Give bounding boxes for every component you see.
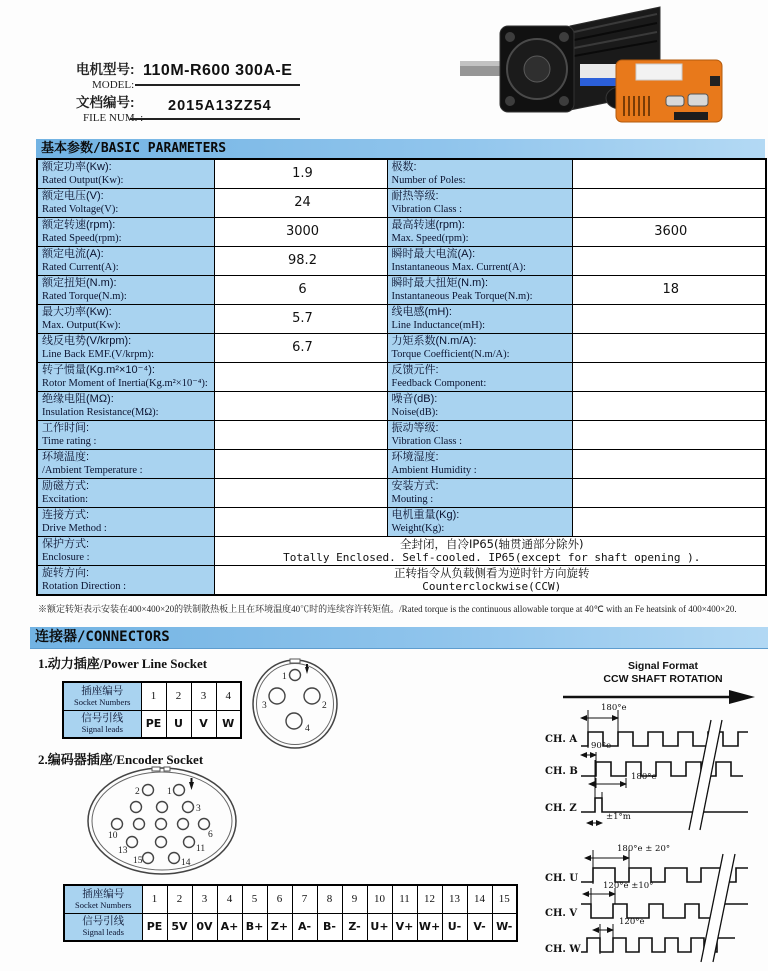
param-value	[214, 449, 387, 478]
power-socket-diagram	[250, 658, 340, 750]
param-label: 额定功率(Kw): Rated Output(Kw):	[37, 159, 214, 188]
waveform-ch-b	[581, 762, 743, 776]
dimension-annotation: 120°e ±10°	[603, 881, 654, 891]
socket-pin	[131, 802, 142, 813]
waveform-ch-z	[581, 798, 748, 812]
socket-number-cell: 12	[417, 885, 442, 913]
signal-waveforms	[543, 660, 768, 965]
channel-label: CH. U	[545, 873, 579, 884]
signal-lead-cell: W	[216, 710, 241, 738]
table-row	[37, 275, 766, 304]
pin-number-label: 3	[262, 701, 267, 711]
dimension-annotation: 120°e	[619, 917, 645, 927]
waveform-break	[701, 854, 735, 962]
signal-lead-cell: U+	[367, 913, 392, 941]
table-row	[37, 188, 766, 217]
socket-number-cell: 2	[166, 682, 191, 710]
table-row	[63, 710, 241, 738]
param-label: 安装方式: Mouting :	[387, 478, 572, 507]
param-value	[572, 420, 766, 449]
socket-pin	[143, 785, 154, 796]
channel-label: CH. V	[545, 908, 578, 919]
pin-number-label: 1	[282, 672, 287, 682]
param-label: 绝缘电阻(MΩ): Insulation Resistance(MΩ):	[37, 391, 214, 420]
channel-label: CH. W	[545, 944, 581, 955]
socket-pin	[304, 688, 320, 704]
driver-terminal	[674, 112, 708, 120]
param-label: 旋转方向: Rotation Direction :	[37, 565, 214, 595]
param-value	[572, 391, 766, 420]
table-row	[37, 536, 766, 565]
socket-pin	[174, 785, 185, 796]
socket-pin	[169, 853, 180, 864]
model-value: 110M-R600 300A-E	[143, 62, 293, 79]
param-value: 6	[214, 275, 387, 304]
pin-number-label: 2	[135, 787, 140, 797]
socket-number-cell: 10	[367, 885, 392, 913]
param-value: 6.7	[214, 333, 387, 362]
param-value	[572, 333, 766, 362]
file-underline	[130, 118, 300, 120]
driver-rj-port	[710, 76, 720, 86]
pin-number-label: 13	[118, 846, 128, 856]
socket-pin	[269, 688, 285, 704]
signal-lead-cell: A+	[217, 913, 242, 941]
power-socket-table	[62, 681, 242, 739]
param-value	[572, 478, 766, 507]
socket-number-cell: 9	[342, 885, 367, 913]
model-underline	[135, 84, 300, 86]
socket-number-cell: 6	[267, 885, 292, 913]
signal-lead-cell: 5V	[167, 913, 192, 941]
socket-pin	[178, 819, 189, 830]
key-mark-icon	[189, 778, 194, 790]
signal-lead-cell: V	[191, 710, 216, 738]
socket-pin	[286, 713, 302, 729]
signal-lead-cell: U	[166, 710, 191, 738]
signal-lead-cell: B+	[242, 913, 267, 941]
param-value: 全封闭，自冷IP65(轴贯通部分除外) Totally Enclosed. Self-cooled. IP65(except for shaft opening ).	[214, 536, 766, 565]
model-label-cn: 电机型号:	[76, 62, 135, 77]
param-label: 振动等级: Vibration Class :	[387, 420, 572, 449]
socket-number-cell: 1	[141, 682, 166, 710]
param-value: 98.2	[214, 246, 387, 275]
socket-number-cell: 8	[317, 885, 342, 913]
signal-lead-cell: V+	[392, 913, 417, 941]
table-row	[37, 304, 766, 333]
param-label: 耐热等级: Vibration Class :	[387, 188, 572, 217]
table-row	[64, 885, 517, 913]
channel-label: CH. B	[545, 766, 578, 777]
signal-format-diagram	[543, 660, 768, 965]
channel-label: CH. A	[545, 734, 578, 745]
pin-number-label: 15	[133, 856, 143, 866]
socket-number-cell: 7	[292, 885, 317, 913]
signal-title-line1: Signal Format	[627, 660, 698, 672]
socket-pin	[112, 819, 123, 830]
socket-notch	[152, 767, 160, 771]
socket-pin	[156, 837, 167, 848]
table-row	[37, 246, 766, 275]
file-label-en: FILE NUM. :	[83, 112, 144, 124]
param-label: 工作时间: Time rating :	[37, 420, 214, 449]
pin-number-label: 1	[167, 787, 172, 797]
param-label: 极数: Number of Poles:	[387, 159, 572, 188]
rated-torque-note: ※额定转矩表示安装在400×400×20的铁制散热板上且在环境温度40℃时的连续容许转矩值。/Rated torque is the continuous allowable torque at 40℃ with an Fe heatsink of 400×400×20.	[38, 604, 737, 614]
param-value	[572, 362, 766, 391]
param-value	[572, 449, 766, 478]
signal-lead-cell: U-	[442, 913, 467, 941]
param-label: 额定电压(V): Rated Voltage(V):	[37, 188, 214, 217]
pin-number-label: 2	[322, 701, 327, 711]
motor-hub	[524, 56, 550, 82]
signal-lead-cell: Z-	[342, 913, 367, 941]
pin-number-label: 10	[108, 831, 118, 841]
param-label: 线电感(mH): Line Inductance(mH):	[387, 304, 572, 333]
param-label: 最大功率(Kw): Max. Output(Kw):	[37, 304, 214, 333]
section-title-connectors: 连接器/CONNECTORS	[30, 627, 768, 649]
dimension-annotation: 180°e	[631, 772, 657, 782]
signal-lead-cell: PE	[141, 710, 166, 738]
param-label: 额定电流(A): Rated Current(A):	[37, 246, 214, 275]
socket-pin	[184, 837, 195, 848]
socket-number-cell: 5	[242, 885, 267, 913]
waveform-break	[689, 720, 722, 830]
table-row	[37, 333, 766, 362]
socket-number-cell: 4	[217, 885, 242, 913]
param-value	[214, 420, 387, 449]
socket-number-cell: 14	[467, 885, 492, 913]
param-label: 额定扭矩(N.m): Rated Torque(N.m):	[37, 275, 214, 304]
param-value	[572, 188, 766, 217]
param-value: 18	[572, 275, 766, 304]
servo-driver-image	[614, 56, 724, 126]
param-label: 额定转速(rpm): Rated Speed(rpm):	[37, 217, 214, 246]
param-label: 电机重量(Kg): Weight(Kg):	[387, 507, 572, 536]
section-title-basic-parameters: 基本参数/BASIC PARAMETERS	[36, 139, 765, 159]
param-label: 励磁方式: Excitation:	[37, 478, 214, 507]
socket-pin	[183, 802, 194, 813]
socket-number-cell: 3	[192, 885, 217, 913]
encoder-socket-table	[63, 884, 518, 942]
param-value: 3000	[214, 217, 387, 246]
driver-dsub-port	[688, 94, 708, 106]
table-row	[37, 507, 766, 536]
signal-title-line2: CCW SHAFT ROTATION	[603, 673, 723, 685]
socket-number-cell: 13	[442, 885, 467, 913]
signal-lead-cell: W+	[417, 913, 442, 941]
param-value	[572, 507, 766, 536]
signal-leads-header: 信号引线 Signal leads	[63, 710, 141, 738]
pin-number-label: 11	[196, 844, 206, 854]
socket-numbers-header: 插座编号 Socket Numbers	[64, 885, 142, 913]
pin-number-label: 4	[305, 724, 310, 734]
param-value: 3600	[572, 217, 766, 246]
param-value: 正转指令从负载侧看为逆时针方向旋转 Counterclockwise(CCW)	[214, 565, 766, 595]
signal-lead-cell: A-	[292, 913, 317, 941]
power-socket-title: 1.动力插座/Power Line Socket	[38, 656, 208, 671]
socket-number-cell: 3	[191, 682, 216, 710]
param-value	[572, 159, 766, 188]
param-value	[214, 507, 387, 536]
table-row	[37, 391, 766, 420]
signal-lead-cell: 0V	[192, 913, 217, 941]
param-value	[572, 304, 766, 333]
table-row	[37, 159, 766, 188]
socket-number-cell: 15	[492, 885, 517, 913]
socket-number-cell: 2	[167, 885, 192, 913]
param-value	[214, 362, 387, 391]
param-label: 反馈元件: Feedback Component:	[387, 362, 572, 391]
param-label: 瞬时最大扭矩(N.m): Instantaneous Peak Torque(N.m):	[387, 275, 572, 304]
model-label-en: MODEL:	[92, 79, 135, 91]
signal-lead-cell: B-	[317, 913, 342, 941]
basic-parameters-table	[36, 158, 767, 596]
encoder-socket-title: 2.编码器插座/Encoder Socket	[38, 752, 204, 767]
dimension-annotation: 180°e	[601, 703, 627, 713]
pin-number-label: 3	[196, 804, 201, 814]
param-label: 力矩系数(N.m/A): Torque Coefficient(N.m/A):	[387, 333, 572, 362]
socket-notch	[290, 659, 300, 663]
table-row	[37, 362, 766, 391]
param-label: 最高转速(rpm): Max. Speed(rpm):	[387, 217, 572, 246]
param-value	[214, 478, 387, 507]
socket-pin	[156, 819, 167, 830]
dimension-annotation: ±1°m	[606, 812, 631, 822]
pin-number-label: 6	[208, 830, 213, 840]
socket-pin	[157, 802, 168, 813]
socket-pin	[143, 853, 154, 864]
param-label: 环境温度: /Ambient Temperature :	[37, 449, 214, 478]
param-label: 线反电势(V/krpm): Line Back EMF.(V/krpm):	[37, 333, 214, 362]
socket-pin	[134, 819, 145, 830]
table-row	[37, 449, 766, 478]
signal-leads-header: 信号引线 Signal leads	[64, 913, 142, 941]
socket-notch	[164, 767, 170, 771]
param-value: 24	[214, 188, 387, 217]
param-label: 转子惯量(Kg.m²×10⁻⁴): Rotor Moment of Inertia(Kg.m²×10⁻⁴):	[37, 362, 214, 391]
encoder-socket-diagram	[84, 766, 240, 876]
param-value	[214, 391, 387, 420]
dimension-annotation: 90°e	[591, 741, 612, 751]
signal-lead-cell: W-	[492, 913, 517, 941]
socket-pin	[290, 670, 301, 681]
socket-number-cell: 4	[216, 682, 241, 710]
table-row	[63, 682, 241, 710]
param-label: 保护方式: Enclosure :	[37, 536, 214, 565]
param-value: 1.9	[214, 159, 387, 188]
table-row	[37, 217, 766, 246]
socket-number-cell: 11	[392, 885, 417, 913]
table-row	[37, 478, 766, 507]
file-value: 2015A13ZZ54	[168, 98, 272, 114]
pin-number-label: 14	[181, 858, 191, 868]
driver-label	[636, 64, 682, 80]
table-row	[37, 565, 766, 595]
param-value: 5.7	[214, 304, 387, 333]
dimension-annotation: 180°e ± 20°	[617, 844, 671, 854]
file-label-cn: 文档编号:	[76, 95, 135, 110]
signal-lead-cell: V-	[467, 913, 492, 941]
table-row	[37, 420, 766, 449]
socket-numbers-header: 插座编号 Socket Numbers	[63, 682, 141, 710]
param-label: 噪音(dB): Noise(dB):	[387, 391, 572, 420]
table-row	[64, 913, 517, 941]
socket-pin	[199, 819, 210, 830]
param-label: 瞬时最大电流(A): Instantaneous Max. Current(A):	[387, 246, 572, 275]
socket-number-cell: 1	[142, 885, 167, 913]
socket-pin	[127, 837, 138, 848]
signal-lead-cell: PE	[142, 913, 167, 941]
param-value	[572, 246, 766, 275]
param-label: 连接方式: Drive Method :	[37, 507, 214, 536]
driver-dsub-port	[666, 96, 684, 106]
channel-label: CH. Z	[545, 803, 577, 814]
param-label: 环境湿度: Ambient Humidity :	[387, 449, 572, 478]
signal-lead-cell: Z+	[267, 913, 292, 941]
